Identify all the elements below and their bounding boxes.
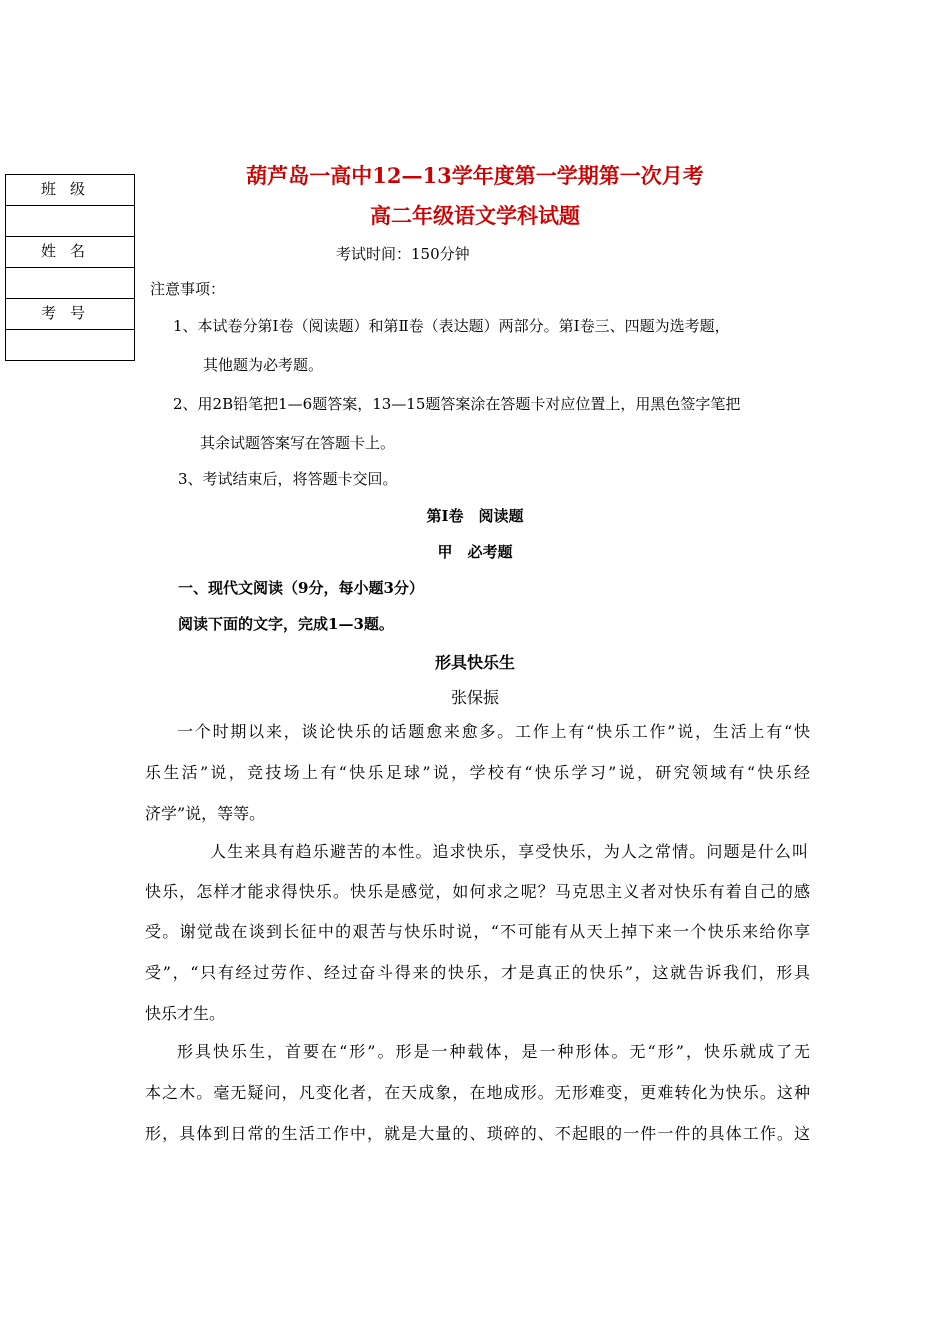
notes-heading: 注意事项： — [150, 280, 226, 298]
number-label: 考号 — [6, 299, 135, 330]
exam-title: 葫芦岛一高中12—13学年度第一学期第一次月考 — [246, 163, 704, 188]
number-field[interactable] — [6, 330, 135, 361]
class-label: 班级 — [6, 175, 135, 206]
exam-subtitle: 高二年级语文学科试题 — [370, 203, 580, 228]
note-item-1-cont: 其他题为必考题。 — [203, 356, 324, 374]
article-title: 形具快乐生 — [434, 653, 515, 672]
article-author: 张保振 — [450, 688, 499, 707]
article-line: 受”，“只有经过劳作、经过奋斗得来的快乐，才是真正的快乐”，这就告诉我们，形具 — [145, 963, 810, 982]
note-item-3: 3、考试结束后，将答题卡交回。 — [178, 470, 398, 488]
article-line: 形具快乐生，首要在“形”。形是一种载体，是一种形体。无“形”，快乐就成了无 — [177, 1042, 810, 1061]
article-line: 形，具体到日常的生活工作中，就是大量的、琐碎的、不起眼的一件一件的具体工作。这 — [145, 1124, 810, 1143]
article-line: 济学”说，等等。 — [145, 804, 266, 823]
question-instruction: 阅读下面的文字，完成1—3题。 — [178, 615, 394, 633]
article-line: 人生来具有趋乐避苦的本性。追求快乐，享受快乐，为人之常情。问题是什么叫 — [210, 842, 808, 861]
note-item-2: 2、用2B铅笔把1—6题答案，13—15题答案涂在答题卡对应位置上，用黑色签字笔把 — [173, 395, 741, 413]
name-field[interactable] — [6, 268, 135, 299]
question-heading: 一、现代文阅读（9分，每小题3分） — [178, 579, 424, 597]
article-line: 快乐，怎样才能求得快乐。快乐是感觉，如何求之呢？马克思主义者对快乐有着自己的感 — [145, 882, 810, 901]
name-label: 姓名 — [6, 237, 135, 268]
note-item-1: 1、本试卷分第Ⅰ卷（阅读题）和第Ⅱ卷（表达题）两部分。第Ⅰ卷三、四题为选考题， — [173, 317, 730, 335]
article-line: 乐生活”说，竞技场上有“快乐足球”说，学校有“快乐学习”说，研究领域有“快乐经 — [145, 763, 810, 782]
part-heading: 甲 必考题 — [437, 543, 513, 561]
volume-heading: 第Ⅰ卷 阅读题 — [426, 507, 524, 525]
note-item-2-cont: 其余试题答案写在答题卡上。 — [200, 434, 396, 452]
exam-time: 考试时间：150分钟 — [336, 245, 470, 263]
article-line: 本之木。毫无疑问，凡变化者，在天成象，在地成形。无形难变，更难转化为快乐。这种 — [145, 1083, 810, 1102]
article-line: 受。谢觉哉在谈到长征中的艰苦与快乐时说，“不可能有从天上掉下来一个快乐来给你享 — [145, 922, 810, 941]
article-line: 快乐才生。 — [145, 1004, 226, 1023]
article-line: 一个时期以来，谈论快乐的话题愈来愈多。工作上有“快乐工作”说，生活上有“快 — [177, 722, 810, 741]
